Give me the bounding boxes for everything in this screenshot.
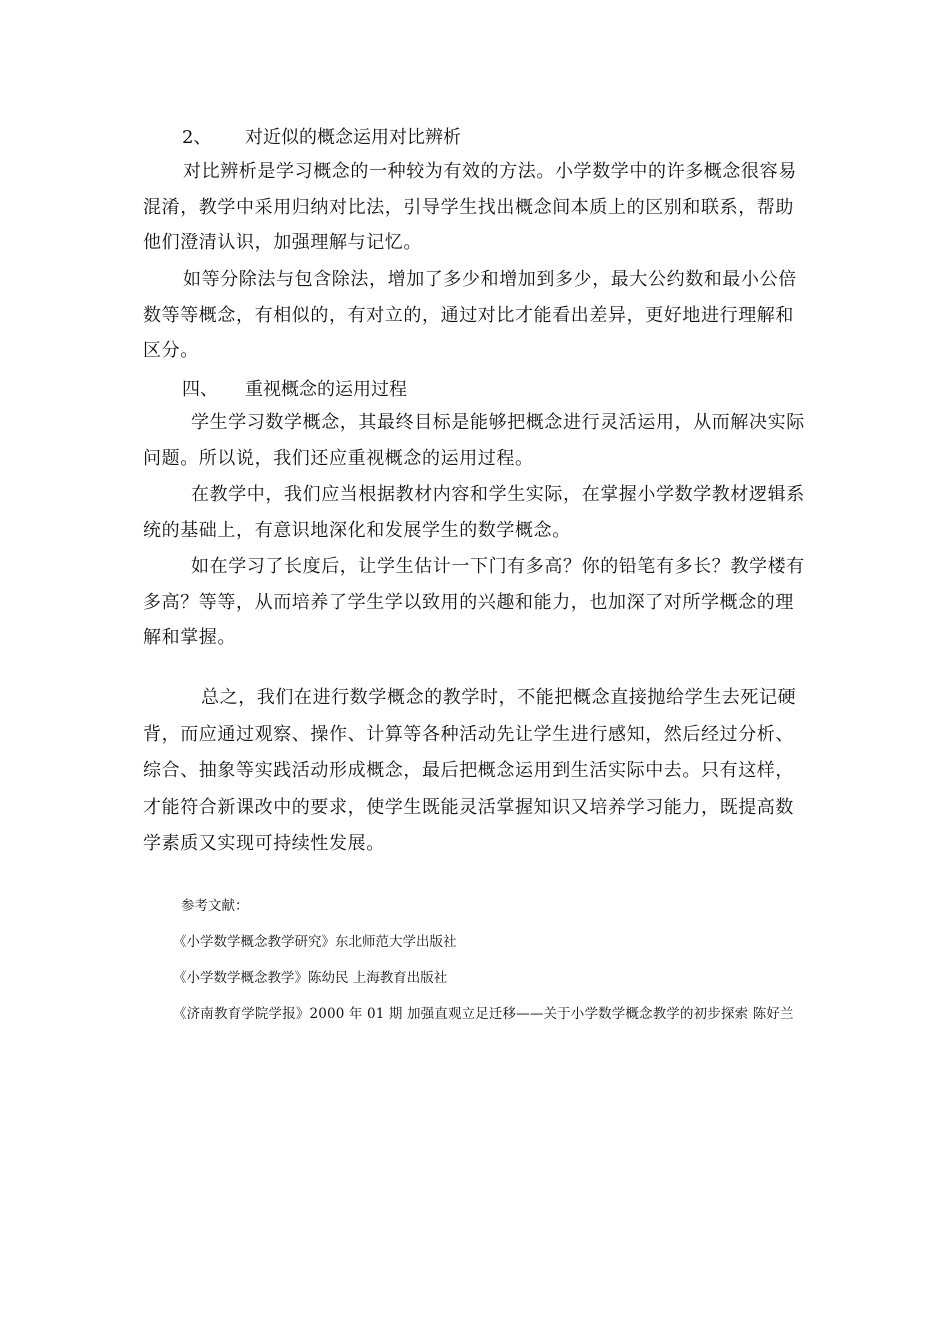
section-heading-4 [182, 375, 407, 405]
reference-item: 《小学数学概念教学》陈幼民 上海教育出版社 [173, 970, 448, 986]
section-title: 对近似的概念运用对比辨析 [245, 127, 461, 148]
section-number: 四、 [182, 379, 218, 400]
section-title: 重视概念的运用过程 [245, 379, 407, 400]
reference-item: 《济南教育学院学报》2000 年 01 期 加强直观立足迁移——关于小学数学概念教学的初步探索 陈好兰 [173, 1006, 794, 1022]
paragraph: 对比辨析是学习概念的一种较为有效的方法。小学数学中的许多概念很容易混淆，教学中采用归纳对比法，引导学生找出概念间本质上的区别和联系，帮助他们澄清认识，加强理解与记忆。 [143, 161, 797, 253]
section-number: 2、 [182, 127, 212, 148]
references-title: 参考文献： [181, 898, 249, 914]
paragraph: 如等分除法与包含除法，增加了多少和增加到多少，最大公约数和最小公倍数等等概念，有相似的，有对立的，通过对比才能看出差异，更好地进行理解和区分。 [143, 269, 797, 361]
paragraph: 学生学习数学概念，其最终目标是能够把概念进行灵活运用，从而解决实际问题。所以说，我们还应重视概念的运用过程。 [143, 412, 805, 469]
section-heading-2 [182, 123, 461, 153]
paragraph: 如在学习了长度后，让学生估计一下门有多高？你的铅笔有多长？教学楼有多高？等等，从而培养了学生学以致用的兴趣和能力，也加深了对所学概念的理解和掌握。 [143, 556, 805, 648]
reference-item: 《小学数学概念教学研究》东北师范大学出版社 [173, 934, 457, 950]
paragraph: 在教学中，我们应当根据教材内容和学生实际，在掌握小学数学教材逻辑系统的基础上，有意识地深化和发展学生的数学概念。 [143, 484, 805, 541]
conclusion-paragraph: 总之，我们在进行数学概念的教学时，不能把概念直接抛给学生去死记硬背，而应通过观察、操作、计算等各种活动先让学生进行感知，然后经过分析、综合、抽象等实践活动形成概念，最后把概念运用到生活实际中去。只有这样，才能符合新课改中的要求，使学生既能灵活掌握知识又培养学习能力，既提高数学素质又实现可持续性发展。 [143, 687, 797, 854]
